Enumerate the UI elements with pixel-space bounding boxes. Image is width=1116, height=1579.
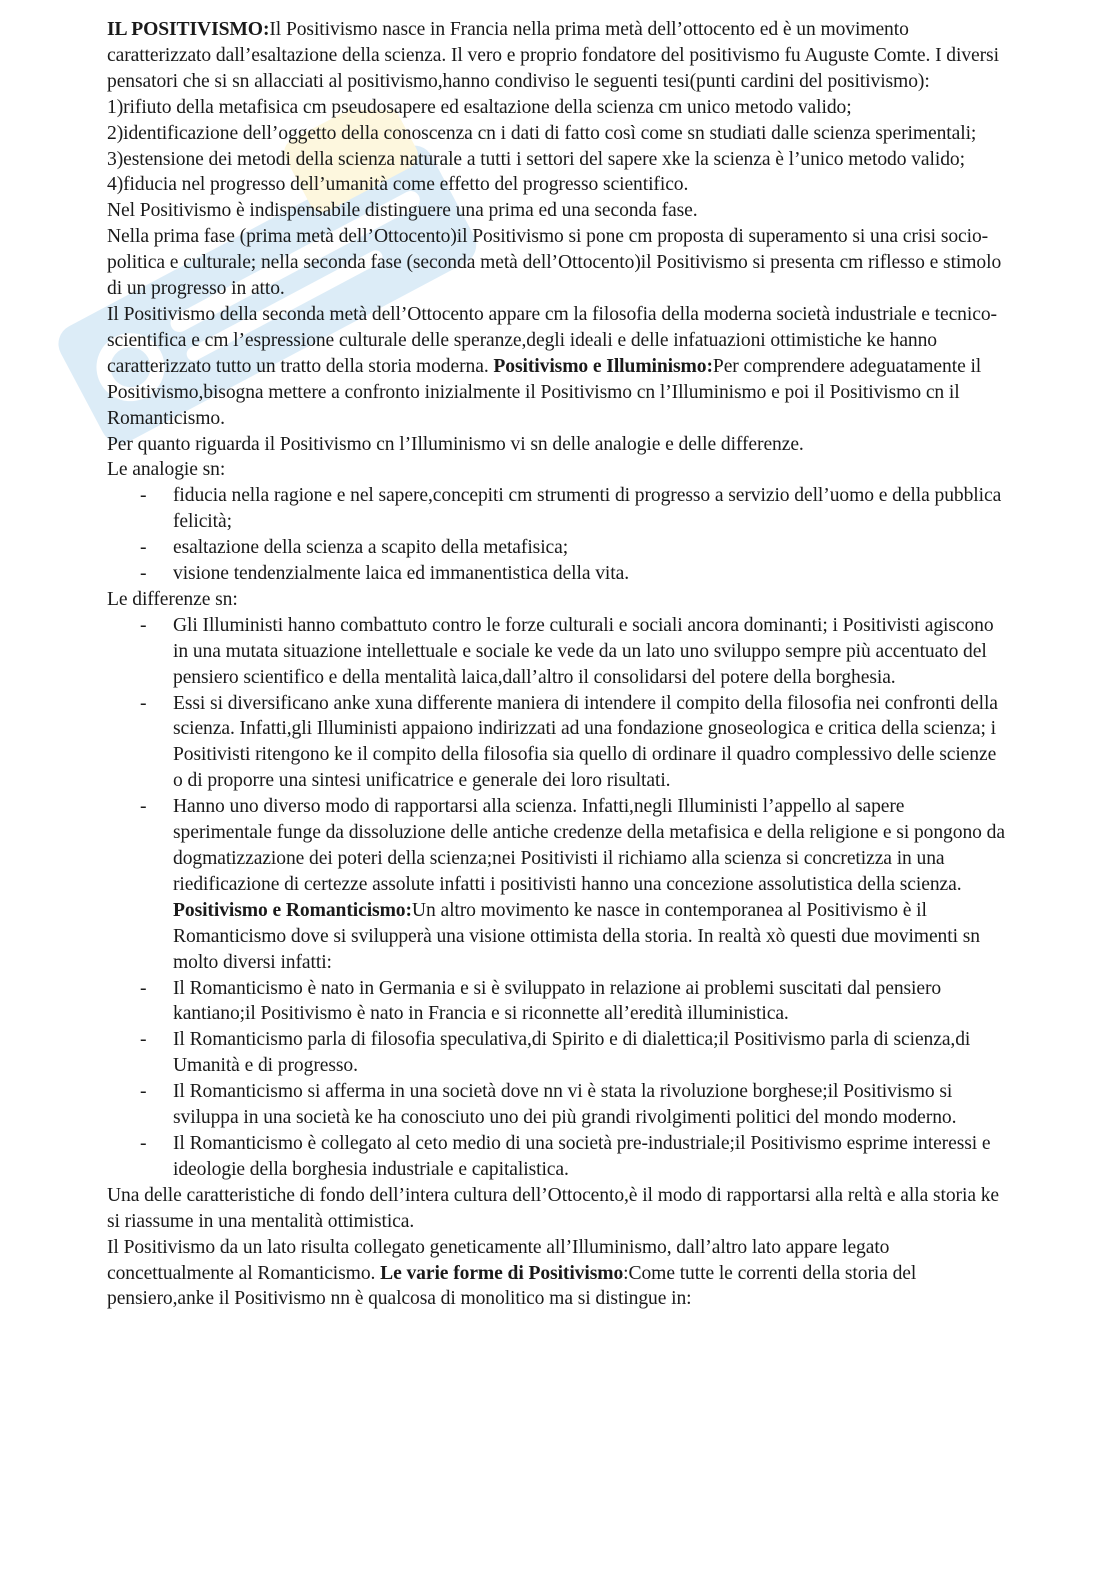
document-body (107, 17, 1007, 1312)
analogies-label: Le analogie sn: (107, 459, 226, 481)
differences-label: Le differenze sn: (107, 588, 238, 610)
thesis-item: 3)estensione dei metodi della scienza naturale a tutti i settori del sapere xke la scienza è l’unico metodo valido; (107, 148, 965, 170)
list-item: - Essi si diversificano anke xuna differente maniera di intendere il compito della filosofia nei confronti della scienza. Infatti,gli Illuministi appaiono indirizzati ad una fondazione gnoseologica e critica della scienza; i Positivisti ritengono ke il compito della filosofia sia quello di ordinare il quadro complessivo delle scienze o di proporre una sintesi unificatrice e generale dei loro risultati. (173, 691, 1007, 795)
closing-paragraph: Una delle caratteristiche di fondo dell’intera cultura dell’Ottocento,è il modo di rapportarsi alla reltà e alla storia ke si riassume in una mentalità ottimistica. (107, 1184, 1000, 1232)
phases-paragraph: Nel Positivismo è indispensabile distinguere una prima ed una seconda fase. (107, 200, 698, 222)
list-item: - fiducia nella ragione e nel sapere,concepiti cm strumenti di progresso a servizio dell’uomo e della pubblica felicità; (173, 483, 1007, 535)
analogies-list (107, 483, 1007, 587)
thesis-item: 1)rifiuto della metafisica cm pseudosapere ed esaltazione della scienza cm unico metodo valido; (107, 96, 852, 118)
section-heading-romanticismo: Positivismo e Romanticismo: (173, 899, 412, 921)
list-item: - visione tendenzialmente laica ed immanentistica della vita. (173, 561, 1007, 587)
differences-list (107, 613, 1007, 1183)
comparison-paragraph: Per quanto riguarda il Positivismo cn l’Illuminismo vi sn delle analogie e delle differenze. (107, 433, 804, 455)
phases-paragraph: Il Positivismo della seconda metà dell’Ottocento appare cm la filosofia della moderna società industriale e tecnico-scientifica e cm l’espressione culturale delle speranze,degli ideali e delle infatuazioni ottimistiche ke hanno caratterizzato tutto un tratto della storia moderna. Positivismo e Illuminismo:Per comprendere adeguatamente il Positivismo,bisogna mettere a confronto inizialmente il Positivismo cn l’Illuminismo e poi il Positivismo cn il Romanticismo. (107, 303, 997, 429)
list-item: - Il Romanticismo parla di filosofia speculativa,di Spirito e di dialettica;il Positivismo parla di scienza,di Umanità e di progresso. (173, 1027, 1007, 1079)
closing-paragraph: Il Positivismo da un lato risulta collegato geneticamente all’Illuminismo, dall’altro lato appare legato concettualmente al Romanticismo. Le varie forme di Positivismo:Come tutte le correnti della storia del pensiero,anke il Positivismo nn è qualcosa di monolitico ma si distingue in: (107, 1236, 917, 1310)
section-heading-forme: Le varie forme di Positivismo (380, 1262, 624, 1284)
thesis-item: 2)identificazione dell’oggetto della conoscenza cn i dati di fatto così come sn studiati dalle scienza sperimentali; (107, 122, 977, 144)
list-item: - Il Romanticismo è collegato al ceto medio di una società pre-industriale;il Positivismo esprime interessi e ideologie della borghesia industriale e capitalistica. (173, 1131, 1007, 1183)
list-item: - Il Romanticismo si afferma in una società dove nn vi è stata la rivoluzione borghese;il Positivismo si sviluppa in una società ke ha conosciuto uno dei più grandi rivolgimenti politici del mondo moderno. (173, 1079, 1007, 1131)
intro-paragraph: IL POSITIVISMO:Il Positivismo nasce in Francia nella prima metà dell’ottocento ed è un movimento caratterizzato dall’esaltazione della scienza. Il vero e proprio fondatore del positivismo fu Auguste Comte. I diversi pensatori che si sn allacciati al positivismo,hanno condiviso le seguenti tesi(punti cardini del positivismo): (107, 19, 999, 92)
list-item: - esaltazione della scienza a scapito della metafisica; (173, 535, 1007, 561)
phases-paragraph: Nella prima fase (prima metà dell’Ottocento)il Positivismo si pone cm proposta di superamento si una crisi socio-politica e culturale; nella seconda fase (seconda metà dell’Ottocento)il Positivismo si presenta cm riflesso e stimolo di un progresso in atto. (107, 226, 1002, 300)
thesis-item: 4)fiducia nel progresso dell’umanità come effetto del progresso scientifico. (107, 174, 689, 196)
list-item: - Il Romanticismo è nato in Germania e si è sviluppato in relazione ai problemi suscitati dal pensiero kantiano;il Positivismo è nato in Francia e si riconnette all’eredità illuministica. (173, 976, 1007, 1028)
list-item: - Gli Illuministi hanno combattuto contro le forze culturali e sociali ancora dominanti; i Positivisti agiscono in una mutata situazione intellettuale e sociale ke vede da un lato uno sviluppo sempre più accentuato del pensiero scientifico e della mentalità laica,dall’altro il consolidarsi del potere della borghesia. (173, 613, 1007, 691)
section-heading-positivismo: IL POSITIVISMO: (107, 19, 270, 40)
list-item: - Hanno uno diverso modo di rapportarsi alla scienza. Infatti,negli Illuministi l’appello al sapere sperimentale funge da dissoluzione delle antiche credenze della metafisica e della religione e si pongono da dogmatizzazione dei poteri della scienza;nei Positivisti il richiamo alla scienza si concretizza in una riedificazione di certezze assolute infatti i positivisti hanno una concezione assolutistica della scienza. Positivismo e Romanticismo:Un altro movimento ke nasce in contemporanea al Positivismo è il Romanticismo dove si svilupperà una visione ottimista della storia. In realtà xò questi due movimenti sn molto diversi infatti: (173, 794, 1007, 975)
section-heading-illuminismo: Positivismo e Illuminismo: (493, 355, 713, 377)
